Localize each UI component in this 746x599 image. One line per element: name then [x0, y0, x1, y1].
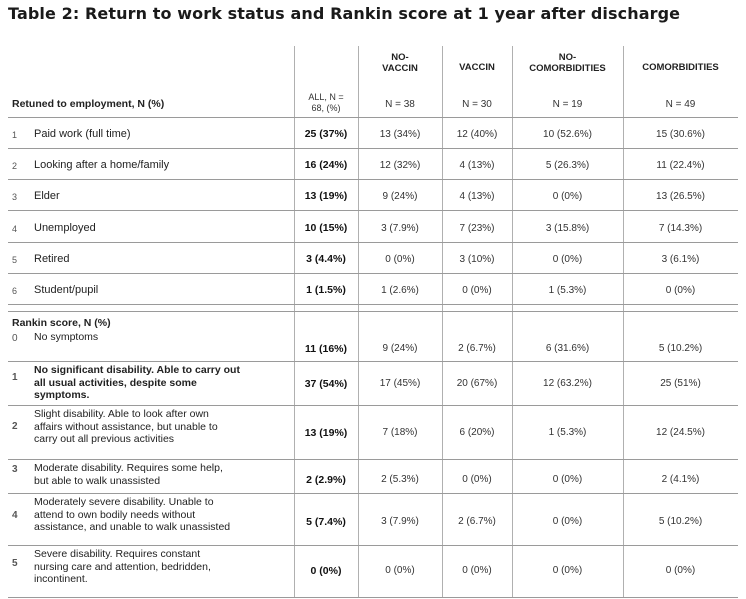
value-cell: 12 (40%) [456, 129, 498, 140]
value-cell: 0 (0%) [385, 254, 415, 265]
row-label: Slight disability. Able to look after own affairs without assistance, but unable to carry out all previous activities [34, 408, 218, 445]
value-cell: 2 (6.7%) [458, 516, 496, 527]
value-cell: 10 (52.6%) [543, 129, 592, 140]
column-header-group: COMORBIDITIES [642, 62, 719, 73]
row-number: 4 [12, 224, 18, 234]
value-cell: 6 (20%) [459, 427, 495, 438]
header-divider [8, 117, 738, 118]
row-divider [8, 273, 738, 274]
value-cell: 3 (15.8%) [545, 223, 590, 234]
row-number: 2 [12, 421, 18, 432]
value-cell: 0 (0%) [462, 565, 492, 576]
row-divider [8, 459, 738, 460]
value-cell: 0 (0%) [665, 565, 696, 576]
row-label: Moderate disability. Requires some help, but able to walk unassisted [34, 462, 223, 487]
row-divider [8, 493, 738, 494]
row-label: No symptoms [34, 331, 99, 343]
value-cell: 0 (0%) [552, 516, 583, 527]
row-divider [8, 545, 738, 546]
row-number: 6 [12, 286, 18, 296]
value-all: 13 (19%) [304, 190, 348, 202]
row-divider [8, 179, 738, 180]
row-number: 3 [12, 464, 18, 475]
value-cell: 12 (32%) [379, 160, 421, 171]
row-number: 1 [12, 130, 18, 140]
value-cell: 13 (26.5%) [656, 191, 705, 202]
table-title: Table 2: Return to work status and Rankin score at 1 year after discharge [8, 4, 681, 23]
row-label: Moderately severe disability. Unable to attend to own bodily needs without assistance, and unable to walk unassisted [34, 496, 231, 533]
row-divider [8, 361, 738, 362]
value-cell: 25 (51%) [660, 378, 701, 389]
value-all: 11 (16%) [304, 343, 348, 355]
value-cell: 0 (0%) [462, 285, 492, 296]
value-all: 16 (24%) [304, 159, 348, 171]
value-cell: 15 (30.6%) [656, 129, 705, 140]
row-number: 0 [12, 333, 18, 344]
row-number: 4 [12, 510, 18, 521]
value-cell: 0 (0%) [552, 474, 583, 485]
value-cell: 5 (10.2%) [658, 343, 703, 354]
column-header-n: N = 49 [665, 99, 696, 110]
value-cell: 4 (13%) [459, 191, 495, 202]
value-cell: 2 (5.3%) [381, 474, 419, 485]
value-cell: 1 (5.3%) [548, 285, 587, 296]
row-label: Elder [34, 190, 60, 202]
row-label: Looking after a home/family [34, 159, 170, 171]
section-title-rankin: Rankin score, N (%) [12, 317, 111, 329]
row-label: Unemployed [34, 222, 96, 234]
row-label: No significant disability. Able to carry out all usual activities, despite some symptoms. [34, 364, 240, 401]
row-number: 1 [12, 372, 18, 383]
value-cell: 7 (14.3%) [658, 223, 703, 234]
value-cell: 2 (6.7%) [458, 343, 496, 354]
value-cell: 0 (0%) [385, 565, 415, 576]
row-label: Student/pupil [34, 284, 99, 296]
column-header-group: NO- COMORBIDITIES [529, 52, 606, 74]
value-cell: 20 (67%) [456, 378, 498, 389]
row-divider [8, 405, 738, 406]
value-cell: 13 (34%) [379, 129, 421, 140]
row-divider [8, 148, 738, 149]
value-cell: 3 (10%) [459, 254, 495, 265]
value-cell: 5 (10.2%) [658, 516, 703, 527]
row-label: Paid work (full time) [34, 128, 131, 140]
section-divider [8, 311, 738, 312]
row-divider [8, 304, 738, 305]
value-cell: 3 (6.1%) [661, 254, 700, 265]
row-label: Severe disability. Requires constant nursing care and attention, bedridden, incontinent. [34, 548, 211, 585]
value-cell: 0 (0%) [552, 191, 583, 202]
value-all: 13 (19%) [304, 427, 348, 439]
value-cell: 4 (13%) [459, 160, 495, 171]
value-cell: 0 (0%) [552, 565, 583, 576]
value-all: 25 (37%) [304, 128, 348, 140]
value-cell: 2 (4.1%) [661, 474, 700, 485]
row-label: Retired [34, 253, 70, 265]
value-cell: 6 (31.6%) [545, 343, 590, 354]
value-all: 2 (2.9%) [306, 474, 346, 486]
column-header-n: N = 19 [552, 99, 583, 110]
section-title-employment: Retuned to employment, N (%) [12, 98, 165, 110]
row-number: 3 [12, 192, 18, 202]
row-number: 5 [12, 558, 18, 569]
results-table [8, 45, 738, 599]
column-header-group: VACCIN [459, 62, 495, 73]
value-all: 1 (1.5%) [306, 284, 346, 296]
row-divider [8, 242, 738, 243]
row-divider [8, 210, 738, 211]
value-cell: 5 (26.3%) [545, 160, 590, 171]
value-cell: 0 (0%) [462, 474, 492, 485]
value-cell: 12 (63.2%) [543, 378, 592, 389]
value-cell: 9 (24%) [382, 343, 418, 354]
value-cell: 7 (18%) [382, 427, 418, 438]
value-cell: 0 (0%) [552, 254, 583, 265]
table-bottom-border [8, 597, 738, 598]
value-cell: 17 (45%) [379, 378, 421, 389]
value-all: 0 (0%) [310, 565, 342, 577]
value-cell: 3 (7.9%) [381, 516, 419, 527]
value-all: 10 (15%) [304, 222, 348, 234]
value-cell: 0 (0%) [665, 285, 696, 296]
value-all: 5 (7.4%) [306, 516, 346, 528]
row-number: 5 [12, 255, 18, 265]
value-cell: 12 (24.5%) [656, 427, 705, 438]
value-cell: 3 (7.9%) [381, 223, 419, 234]
row-number: 2 [12, 161, 18, 171]
value-cell: 11 (22.4%) [656, 160, 705, 171]
column-header-all: ALL, N = 68, (%) [308, 92, 344, 113]
column-header-group: NO- VACCIN [382, 52, 418, 74]
value-cell: 9 (24%) [382, 191, 418, 202]
column-header-n: N = 30 [462, 99, 492, 110]
value-all: 3 (4.4%) [306, 253, 346, 265]
column-header-n: N = 38 [385, 99, 415, 110]
value-cell: 1 (5.3%) [548, 427, 587, 438]
value-all: 37 (54%) [304, 378, 348, 390]
value-cell: 7 (23%) [459, 223, 495, 234]
value-cell: 1 (2.6%) [381, 285, 419, 296]
